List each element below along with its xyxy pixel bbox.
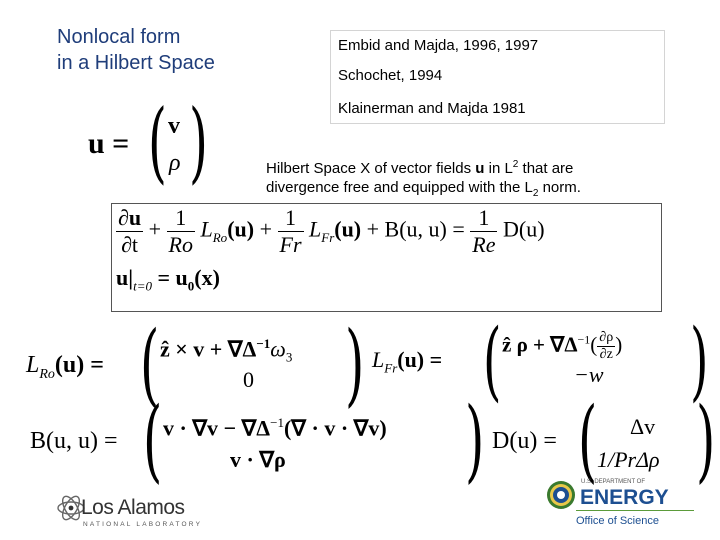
u-def-right-paren: ) [189,90,208,193]
reference-2: Schochet, 1994 [338,67,443,84]
lfr-left-paren: ( [483,311,502,411]
d-lhs: D(u) = [492,428,557,454]
los-alamos-subtitle: NATIONAL LABORATORY [83,521,203,528]
slide-title-line2: in a Hilbert Space [57,52,215,74]
u-def-top: v [168,113,180,139]
b-left-paren: ( [143,388,163,493]
lfr-right-paren: ) [690,311,709,411]
lfr-top: ẑ $\rho + \nabla\Delta^{-1}$( $\frac{\partial\rho}{\partial z}$ ) [502,330,623,362]
b-right-paren: ) [465,388,485,493]
b-top: $v \cdot \nabla v - \nabla\Delta^{-1}(\nabla \cdot v \cdot \nabla v)$ [163,415,387,441]
reference-3: Klainerman and Majda 1981 [338,100,526,117]
main-equation: $\frac{\partial u}{\partial t}$ + $\frac{1}{Ro}$ $L_{Ro}(u)$ + $\frac{1}{Fr}$ $L_{Fr}(u) + B(u$, u) = $\frac{1}{Re}$ D(u) [118,205,545,257]
initial-condition: $u|_{t=0} = u_0(x)$ [116,265,220,294]
hilbert-line-1: Hilbert Space X of vector fields u in $L^2$ that are [266,159,574,177]
lro-top: ẑ × $v + \nabla\Delta^{-1}\omega_3$ [160,336,293,365]
d-bottom: 1/PrΔρ [597,447,660,472]
lro-left-paren: ( [140,312,160,417]
doe-office-of-science-logo [544,478,704,530]
b-lhs: B(u, u) = [30,428,118,454]
b-bottom: v · ∇ρ [230,447,286,472]
slide-title-line1: Nonlocal form [57,26,181,48]
doe-divider [576,510,694,511]
d-top: Δv [630,414,656,439]
lfr-bottom: −w [574,362,604,387]
los-alamos-logo [55,486,203,530]
hilbert-line-2: divergence free and equipped with the $L_2$ norm. [266,179,581,199]
doe-energy-wordmark: ENERGY [580,486,669,509]
lro-right-paren: ) [345,312,365,417]
d-right-paren: ) [696,388,716,493]
reference-1: Embid and Majda, 1996, 1997 [338,37,539,54]
los-alamos-wordmark: Los Alamos [81,496,185,519]
lro-lhs: $L_{Ro}(u)$ = [26,352,104,382]
doe-seal-icon [546,480,576,510]
u-definition-lhs: u = [88,127,130,160]
lfr-lhs: $L_{Fr}(u)$ = [372,347,443,376]
u-def-bottom: ρ [169,150,181,176]
doe-small-text: U.S. DEPARTMENT OF [581,479,646,485]
u-def-left-paren: ( [148,90,167,193]
doe-office-of-science: Office of Science [576,515,659,527]
d-left-paren: ( [578,388,598,493]
lro-bottom: 0 [243,367,254,392]
